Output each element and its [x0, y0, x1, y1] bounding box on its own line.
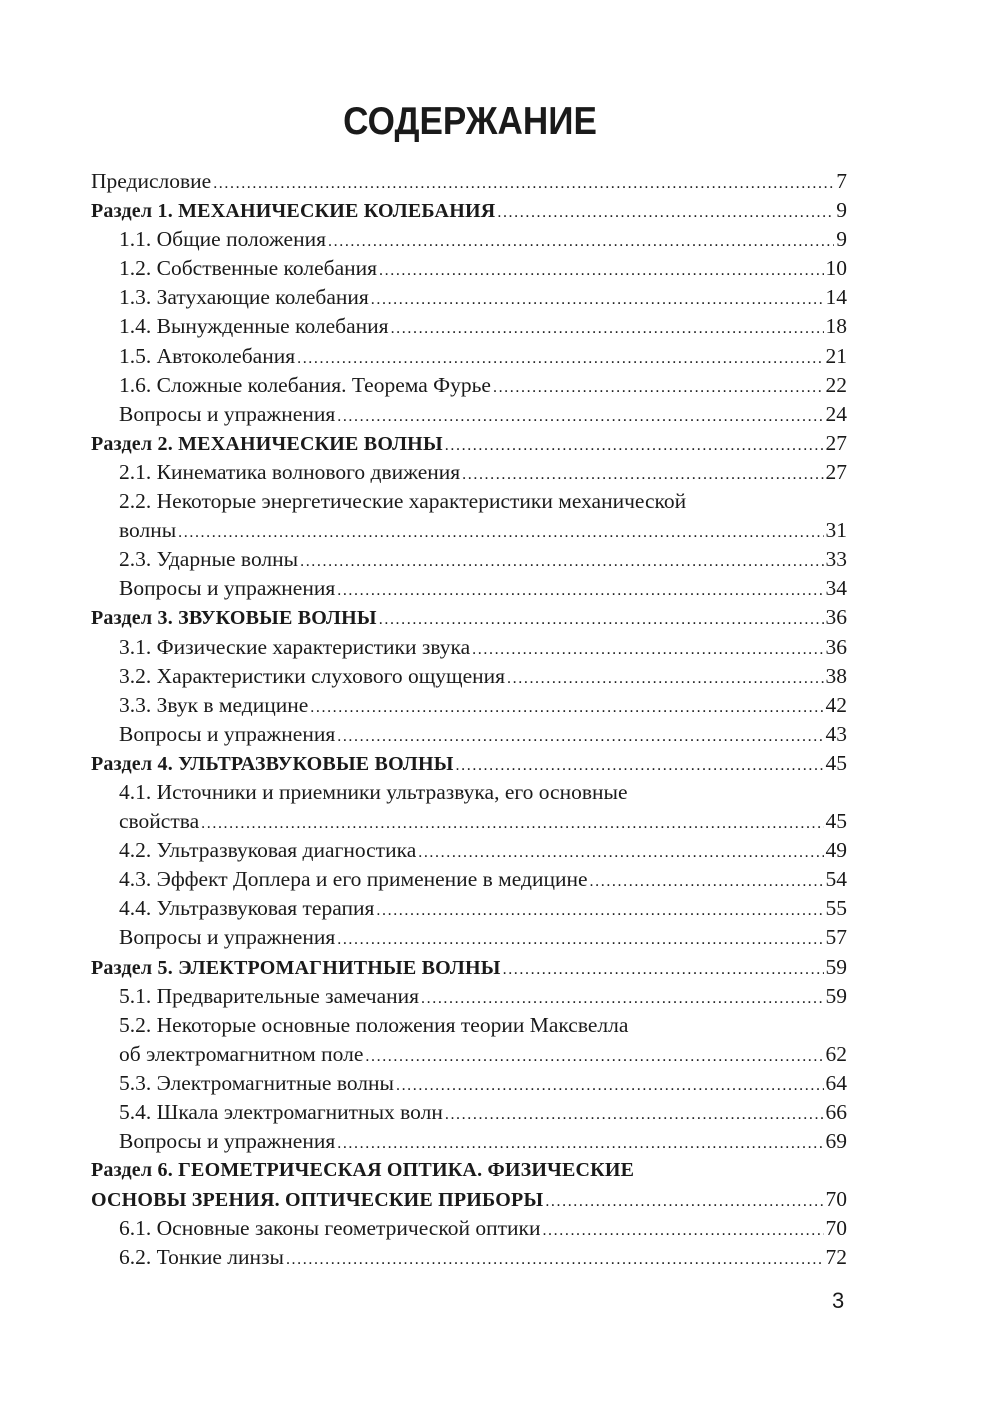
- toc-entry-page: 36: [825, 634, 847, 659]
- page-number: 3: [832, 1288, 845, 1313]
- toc-entry[interactable]: [91, 633, 847, 662]
- toc-entry-label: Вопросы и упражнения: [119, 1129, 336, 1154]
- toc-entry-page: 69: [825, 1129, 847, 1154]
- toc-entry[interactable]: [91, 865, 847, 894]
- toc-entry-page: 54: [825, 867, 847, 892]
- toc-entry-page: 36: [825, 605, 847, 630]
- toc-entry[interactable]: [91, 1214, 847, 1243]
- toc-entry[interactable]: [91, 342, 847, 371]
- dot-leader: [379, 261, 823, 281]
- toc-entry-page: 43: [825, 721, 847, 746]
- dot-leader: [456, 756, 824, 776]
- toc-entry[interactable]: [91, 662, 847, 691]
- dot-leader: [365, 1047, 823, 1067]
- toc-entry[interactable]: [91, 894, 847, 923]
- dot-leader: [310, 698, 823, 718]
- toc-entry[interactable]: [91, 982, 847, 1011]
- toc-entry[interactable]: [91, 574, 847, 603]
- toc-entry-label: 5.1. Предварительные замечания: [119, 983, 420, 1008]
- toc-entry-label: 1.5. Автоколебания: [119, 343, 296, 368]
- dot-leader: [421, 989, 823, 1009]
- toc-entry-page: 22: [825, 372, 847, 397]
- toc-entry-label-line1[interactable]: 4.1. Источники и приемники ультразвука, его основные: [119, 779, 628, 804]
- toc-entry-label: 1.3. Затухающие колебания: [119, 285, 369, 310]
- toc-entry-label: 3.3. Звук в медицине: [119, 692, 309, 717]
- toc-section-5[interactable]: [91, 953, 847, 982]
- toc-entry-label: Вопросы и упражнения: [119, 721, 336, 746]
- toc-entry[interactable]: [91, 516, 847, 545]
- page-title: СОДЕРЖАНИЕ: [343, 100, 597, 143]
- toc-section-label: Раздел 5. ЭЛЕКТРОМАГНИТНЫЕ ВОЛНЫ: [91, 956, 501, 979]
- toc-entry-label: 1.6. Сложные колебания. Теорема Фурье: [119, 372, 491, 397]
- toc-entry-label: 2.1. Кинематика волнового движения: [119, 459, 461, 484]
- toc-entry-label: 5.4. Шкала электромагнитных волн: [119, 1100, 443, 1124]
- toc-entry[interactable]: [91, 545, 847, 574]
- toc-entry-label: 5.3. Электромагнитные волны: [119, 1070, 394, 1095]
- toc-entry-label: 6.2. Тонкие линзы: [119, 1245, 284, 1270]
- dot-leader: [337, 930, 823, 950]
- dot-leader: [178, 523, 823, 543]
- toc-entry-label: Вопросы и упражнения: [119, 401, 336, 426]
- toc-entry[interactable]: [91, 691, 847, 720]
- toc-entry[interactable]: [91, 254, 847, 283]
- dot-leader: [371, 290, 824, 310]
- toc-entry-label: свойства: [119, 809, 200, 834]
- toc-entry-page: 45: [825, 750, 847, 775]
- dot-leader: [493, 378, 824, 398]
- toc-entry[interactable]: [91, 923, 847, 952]
- toc-entry-page: 62: [825, 1041, 847, 1066]
- toc-entry-page: 33: [825, 547, 847, 572]
- dot-leader: [507, 669, 823, 689]
- toc-entry-page: 10: [825, 256, 847, 281]
- toc-entry-page: 59: [825, 954, 847, 979]
- dot-leader: [396, 1076, 824, 1096]
- toc-entry[interactable]: [91, 225, 847, 254]
- toc-entry-label: 6.1. Основные законы геометрической оптики: [119, 1216, 541, 1241]
- toc-section-label: Раздел 2. МЕХАНИЧЕСКИЕ ВОЛНЫ: [91, 432, 443, 455]
- toc-entry[interactable]: [91, 836, 847, 865]
- dot-leader: [201, 814, 823, 834]
- toc-section-6[interactable]: [91, 1185, 847, 1214]
- toc-entry-page: 70: [825, 1216, 847, 1241]
- dot-leader: [472, 640, 823, 660]
- toc-entry-label: 3.1. Физические характеристики звука: [119, 634, 471, 659]
- toc-entry-page: 64: [825, 1070, 847, 1095]
- toc-entry-label-line1[interactable]: 5.2. Некоторые основные положения теории Максвелла: [119, 1012, 629, 1037]
- toc-entry-page: 34: [825, 576, 847, 601]
- dot-leader: [545, 1192, 823, 1212]
- dot-leader: [337, 581, 823, 601]
- toc-entry-page: 27: [825, 430, 847, 455]
- dot-leader: [337, 407, 823, 427]
- dot-leader: [445, 436, 824, 456]
- table-of-contents: [91, 167, 847, 1273]
- toc-entry[interactable]: [91, 458, 847, 487]
- toc-section-label: Раздел 1. МЕХАНИЧЕСКИЕ КОЛЕБАНИЯ: [91, 200, 496, 223]
- toc-section-2[interactable]: [91, 429, 847, 458]
- toc-entry-page: 31: [825, 518, 847, 543]
- toc-entry-page: 42: [825, 692, 847, 717]
- toc-entry-page: 27: [825, 459, 847, 484]
- toc-entry[interactable]: [91, 1243, 847, 1272]
- toc-section-6-label-line1[interactable]: Раздел 6. ГЕОМЕТРИЧЕСКАЯ ОПТИКА. ФИЗИЧЕСКИЕ: [91, 1159, 635, 1182]
- toc-section-4[interactable]: [91, 749, 847, 778]
- toc-entry-label-line1[interactable]: 2.2. Некоторые энергетические характеристики механической: [119, 489, 687, 514]
- dot-leader: [328, 232, 834, 252]
- toc-entry-page: 9: [836, 227, 847, 252]
- dot-leader: [590, 872, 824, 892]
- toc-entry-label: 1.4. Вынужденные колебания: [119, 314, 389, 339]
- dot-leader: [497, 203, 834, 223]
- toc-entry[interactable]: [91, 371, 847, 400]
- dot-leader: [503, 960, 824, 980]
- toc-entry-preface[interactable]: [91, 167, 847, 196]
- toc-entry-page: 45: [825, 809, 847, 834]
- toc-entry-page: 7: [836, 169, 847, 193]
- dot-leader: [297, 349, 823, 369]
- dot-leader: [542, 1221, 823, 1241]
- toc-entry-page: 38: [825, 663, 847, 688]
- toc-entry[interactable]: [91, 807, 847, 836]
- toc-entry-label: 2.3. Ударные волны: [119, 547, 299, 572]
- dot-leader: [213, 174, 834, 194]
- dot-leader: [391, 319, 824, 339]
- dot-leader: [300, 552, 823, 572]
- toc-entry[interactable]: [91, 1098, 847, 1127]
- dot-leader: [286, 1250, 824, 1270]
- toc-entry-page: 18: [825, 314, 847, 339]
- toc-entry[interactable]: [91, 1040, 847, 1069]
- dot-leader: [337, 1134, 823, 1154]
- toc-entry-page: 24: [825, 401, 847, 426]
- toc-entry[interactable]: [91, 400, 847, 429]
- toc-entry-label: 4.2. Ультразвуковая диагностика: [119, 838, 417, 863]
- dot-leader: [445, 1105, 824, 1125]
- toc-section-label: ОСНОВЫ ЗРЕНИЯ. ОПТИЧЕСКИЕ ПРИБОРЫ: [91, 1189, 544, 1212]
- toc-entry-label: Предисловие: [91, 169, 212, 193]
- toc-entry-label: 4.4. Ультразвуковая терапия: [119, 896, 375, 921]
- dot-leader: [337, 727, 823, 747]
- toc-section-1[interactable]: [91, 196, 847, 225]
- toc-entry-label: об электромагнитном поле: [119, 1041, 364, 1066]
- dot-leader: [462, 465, 823, 485]
- toc-entry-page: 14: [825, 285, 847, 310]
- toc-entry-page: 57: [825, 925, 847, 950]
- dot-leader: [379, 610, 824, 630]
- toc-entry[interactable]: [91, 720, 847, 749]
- toc-section-3[interactable]: [91, 603, 847, 632]
- toc-entry-page: 21: [825, 343, 847, 368]
- toc-entry[interactable]: [91, 283, 847, 312]
- toc-entry[interactable]: [91, 1069, 847, 1098]
- toc-entry-label: 1.1. Общие положения: [119, 227, 327, 252]
- dot-leader: [418, 843, 823, 863]
- toc-entry-label: 1.2. Собственные колебания: [119, 256, 378, 281]
- toc-entry-page: 59: [825, 983, 847, 1008]
- toc-entry-page: 66: [825, 1100, 847, 1124]
- toc-entry[interactable]: [91, 1127, 847, 1156]
- toc-entry[interactable]: [91, 312, 847, 341]
- toc-entry-page: 72: [825, 1245, 847, 1270]
- toc-entry-label: волны: [119, 518, 177, 543]
- toc-section-label: Раздел 3. ЗВУКОВЫЕ ВОЛНЫ: [91, 607, 377, 630]
- toc-entry-label: 4.3. Эффект Доплера и его применение в медицине: [119, 867, 588, 892]
- toc-entry-label: Вопросы и упражнения: [119, 576, 336, 601]
- toc-entry-page: 9: [836, 198, 847, 223]
- toc-entry-page: 70: [825, 1187, 847, 1212]
- toc-entry-label: Вопросы и упражнения: [119, 925, 336, 950]
- dot-leader: [376, 901, 823, 921]
- toc-section-label: Раздел 4. УЛЬТРАЗВУКОВЫЕ ВОЛНЫ: [91, 752, 454, 775]
- toc-entry-page: 55: [825, 896, 847, 921]
- toc-entry-page: 49: [825, 838, 847, 863]
- toc-entry-label: 3.2. Характеристики слухового ощущения: [119, 663, 506, 688]
